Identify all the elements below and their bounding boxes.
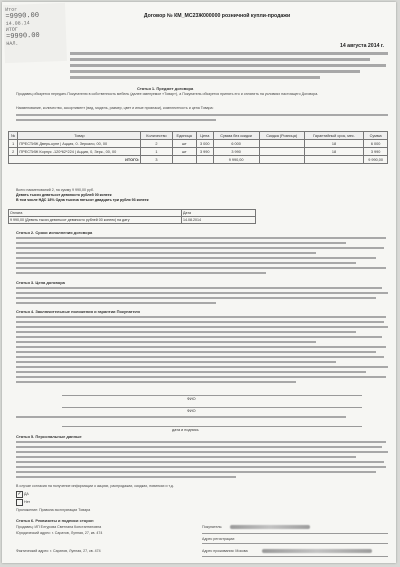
cell: 3 990 [213, 148, 259, 156]
cell: 6 000 [213, 140, 259, 148]
receipt-line: ИТОГ [5, 26, 18, 34]
cell: 9 990,00 (Девять тысяч девятьсот девяносто рублей 00 копеек) на дату [9, 217, 182, 224]
text-line [16, 356, 384, 358]
text-line [16, 351, 376, 353]
text-line [16, 366, 388, 368]
text-line [16, 381, 296, 383]
text-line [16, 451, 388, 453]
buyer-fact-label: Адрес проживания: Москва [202, 549, 248, 553]
signature-line [202, 533, 388, 534]
buyer-address-redacted [262, 549, 372, 553]
text-line [16, 114, 388, 116]
cell: 3 990 [364, 148, 388, 156]
total-final: 9 990,00 [364, 156, 388, 164]
cell [259, 148, 304, 156]
total-sum: 9 990,00 [213, 156, 259, 164]
cell: 1 [9, 140, 18, 148]
intro-text-block [70, 58, 370, 61]
column-header: Сумма без скидки [213, 132, 259, 140]
cell: 14.08.2014 [182, 217, 256, 224]
section-5-heading: Статья 5. Персональные данные [16, 434, 82, 439]
table-row [9, 148, 388, 156]
cell: 1 [141, 148, 172, 156]
text-line [16, 346, 386, 348]
summary-vat: В том числе НДС 18% Одна тысяча пятьсот двадцать три рубля 93 копеек [16, 198, 149, 202]
text-line [16, 456, 356, 458]
cell: шт [172, 140, 196, 148]
intro-text-block [70, 76, 320, 79]
text-line [16, 272, 266, 274]
cell: 3 990 [196, 148, 213, 156]
consent-yes-checkbox[interactable]: ✓ [17, 491, 22, 497]
text-line [16, 331, 356, 333]
receipt-line: 14.08.14 [5, 20, 30, 28]
cell: 18 [304, 140, 364, 148]
consent-yes-label: ДА [24, 492, 29, 496]
buyer-name-redacted [230, 525, 310, 529]
text-line [16, 471, 376, 473]
total-qty: 3 [141, 156, 172, 164]
buyer-label: Покупатель: [202, 525, 223, 529]
contract-title: Договор № КМ_МС23Ж000000 розничной купли-продажи [143, 13, 291, 19]
fio-label: ФИО [187, 409, 196, 413]
signature-line [62, 407, 362, 408]
goods-table [8, 131, 388, 164]
cell: 2 [9, 148, 18, 156]
text-line [16, 287, 382, 289]
section-2-heading: Статья 2. Сроки исполнения договора [16, 230, 93, 235]
receipt-line: =9990.00 [5, 31, 40, 42]
column-header: Единица [172, 132, 196, 140]
cell: 6 000 [364, 140, 388, 148]
cell: 2 [141, 140, 172, 148]
text-line [16, 247, 384, 249]
text-line [16, 441, 386, 443]
table-row [9, 217, 256, 224]
receipt-line: =9990.00 [5, 11, 40, 22]
text-line [16, 262, 356, 264]
cell: 18 [304, 148, 364, 156]
signature-line [62, 395, 362, 396]
text-line [16, 321, 384, 323]
cell: ПРЕСТИЖ Корпус -120*62*224 | Ацция, 0, Зерк., 00, 00 [18, 148, 141, 156]
cell: 3 000 [196, 140, 213, 148]
section-3-heading: Статья 3. Цена договора [16, 280, 65, 285]
signature-line [202, 556, 388, 557]
section-subject: Статья 1. Предмет договора [137, 86, 194, 91]
sign-label: дата и подпись [172, 428, 199, 432]
contract-date: 14 августа 2014 г. [339, 43, 384, 49]
consent-no-checkbox[interactable] [16, 499, 23, 506]
column-header: Гарантийный срок, мес. [304, 132, 364, 140]
text-line [16, 466, 386, 468]
text-line [16, 316, 386, 318]
contract-page [2, 2, 396, 563]
buyer-reg-label: Адрес регистрации: [202, 537, 236, 541]
item-1-1: Продавец обязуется передать Покупателю в собственность мебель (далее именуемое «Товар»), а Покупатель обязуется принять его и оплатить на условиях настоящего Договора. [16, 92, 319, 96]
seller-name: Продавец: ИП Елгурова Светлана Константиновна [16, 525, 102, 529]
text-line [16, 292, 388, 294]
cell: ПРЕСТИЖ Дверь-купе | Ацция, 0. Зеркало, 00, 00 [18, 140, 141, 148]
column-header: № [9, 132, 18, 140]
intro-text-block [70, 70, 360, 73]
cell [259, 140, 304, 148]
text-line [16, 376, 386, 378]
cash-receipt [3, 3, 67, 63]
text-line [16, 257, 376, 259]
text-line [16, 326, 388, 328]
column-header: Оплата [9, 210, 182, 217]
fio-label: ФИО [187, 397, 196, 401]
section-4-heading: Статья 4. Заключительные положения и гарантии Покупателя [16, 309, 140, 314]
column-header: Количество [141, 132, 172, 140]
receipt-line: НАЛ. [6, 40, 19, 48]
signature-line [62, 426, 362, 427]
seller-fact-address: Фактический адрес: г. Саратов, Лунная, 27, кв. 474 [16, 549, 101, 553]
text-line [16, 476, 236, 478]
column-header: Сумма [364, 132, 388, 140]
text-line [16, 302, 216, 304]
column-header: Скидка (Розница) [259, 132, 304, 140]
column-header: Товар [18, 132, 141, 140]
cell: шт [172, 148, 196, 156]
text-line [16, 361, 336, 363]
summary-words: Девять тысяч девятьсот девяносто рублей 00 копеек [16, 193, 112, 197]
text-line [16, 341, 316, 343]
text-line [16, 371, 366, 373]
column-header: Цена [196, 132, 213, 140]
total-row [9, 156, 388, 164]
signature-line [202, 543, 388, 544]
text-line [16, 336, 382, 338]
intro-text-block [70, 52, 388, 55]
summary-count: Всего наименований 2, на сумму 9 990,00 руб. [16, 188, 94, 192]
text-line [16, 297, 376, 299]
consent-intro: В случае согласия на получение информации о акциях, распродажах, скидках, новинках и т.д. [16, 484, 174, 488]
item-1-2: Наименование, количество, ассортимент (вид, модель, размер, цвет и иные признаки), комплектность и цена Товара: [16, 106, 214, 110]
text-line [16, 267, 386, 269]
text-line [16, 119, 216, 121]
section-6-heading: Статья 6. Реквизиты и подписи сторон [16, 518, 94, 523]
intro-text-block [70, 64, 386, 67]
consent-no-label: Нет [24, 500, 31, 504]
text-line [16, 242, 346, 244]
total-label: ИТОГО: [9, 156, 141, 164]
receipt-line: Итог [5, 6, 18, 14]
text-line [16, 416, 346, 418]
text-line [16, 252, 316, 254]
text-line [16, 461, 384, 463]
payment-table [8, 209, 256, 224]
column-header: Дата [182, 210, 256, 217]
seller-legal-address: Юридический адрес: г. Саратов, Лунная, 27, кв. 474 [16, 531, 103, 535]
text-line [16, 446, 382, 448]
text-line [16, 237, 386, 239]
table-row [9, 140, 388, 148]
appendix-rules: Приложение: Правила эксплуатации Товара [16, 508, 91, 512]
